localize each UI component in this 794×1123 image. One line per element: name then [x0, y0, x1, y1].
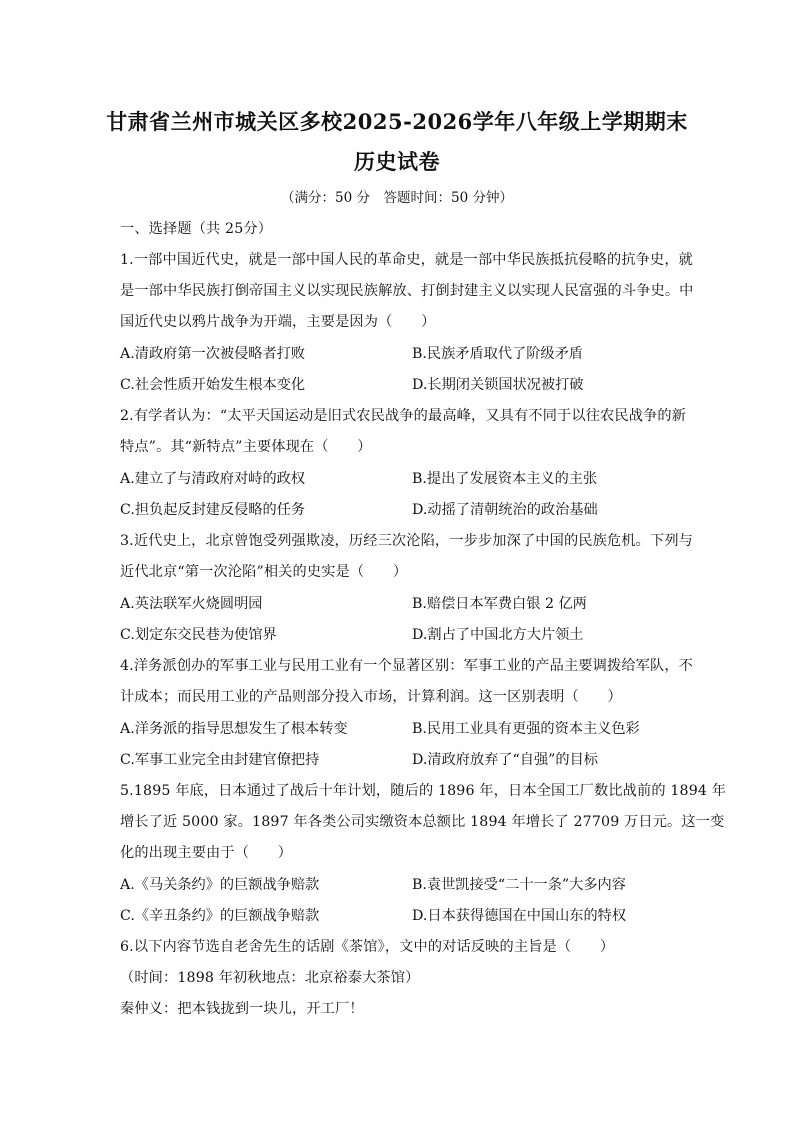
question-4-option-c: C.军事工业完全由封建官僚把持 — [120, 752, 320, 768]
question-3-line-1: 3.近代史上，北京曾饱受列强欺凌，历经三次沦陷，一步步加深了中国的民族危机。下列与 — [120, 533, 694, 549]
exam-subtitle: （满分：50 分 答题时间：50 分钟） — [281, 190, 513, 206]
question-4-line-1: 4.洋务派创办的军事工业与民用工业有一个显著区别：军事工业的产品主要调拨给军队，不 — [120, 658, 694, 674]
question-1-line-1: 1.一部中国近代史，就是一部中国人民的革命史，就是一部中华民族抵抗侵略的抗争史，就 — [120, 252, 694, 268]
question-5-option-d: D.日本获得德国在中国山东的特权 — [412, 908, 627, 924]
question-2-option-c: C.担负起反封建反侵略的任务 — [120, 502, 306, 518]
question-6-line-1: 6.以下内容节选自老舍先生的话剧《茶馆》，文中的对话反映的主旨是（ ） — [120, 939, 615, 955]
question-1-option-c: C.社会性质开始发生根本变化 — [120, 377, 306, 393]
question-3-line-2: 近代北京“第一次沦陷”相关的史实是（ ） — [120, 564, 408, 580]
question-2-line-1: 2.有学者认为：“太平天国运动是旧式农民战争的最高峰，又具有不同于以往农民战争的新 — [120, 408, 687, 424]
question-3-option-a: A.英法联军火烧圆明园 — [120, 596, 263, 612]
question-1-line-3: 国近代史以鸦片战争为开端，主要是因为（ ） — [120, 314, 436, 330]
question-4-option-d: D.清政府放弃了“自强”的目标 — [412, 752, 598, 768]
exam-title-line-2: 历史试卷 — [354, 149, 440, 174]
question-1-option-a: A.清政府第一次被侵略者打败 — [120, 346, 306, 362]
question-5-option-c: C.《辛丑条约》的巨额战争赔款 — [120, 908, 320, 924]
question-2-option-b: B.提出了发展资本主义的主张 — [412, 471, 598, 487]
question-2-option-a: A.建立了与清政府对峙的政权 — [120, 471, 306, 487]
question-2-option-d: D.动摇了清朝统治的政治基础 — [412, 502, 598, 518]
question-5-line-1: 5.1895 年底，日本通过了战后十年计划，随后的 1896 年，日本全国工厂数比战前的 1894 年 — [120, 783, 727, 799]
question-5-line-2: 增长了近 5000 家。1897 年各类公司实缴资本总额比 1894 年增长了 27709 万日元。这一变 — [120, 814, 725, 830]
exam-title-line-1: 甘肃省兰州市城关区多校2025-2026学年八年级上学期期末 — [106, 109, 688, 134]
question-1-line-2: 是一部中华民族打倒帝国主义以实现民族解放、打倒封建主义以实现人民富强的斗争史。中 — [120, 283, 694, 299]
question-6-line-3: 秦仲义：把本钱拢到一块儿，开工厂！ — [120, 1001, 364, 1017]
question-6-line-2: （时间：1898 年初秋地点：北京裕泰大茶馆） — [120, 970, 420, 986]
question-1-option-b: B.民族矛盾取代了阶级矛盾 — [412, 346, 583, 362]
question-4-option-b: B.民用工业具有更强的资本主义色彩 — [412, 721, 640, 737]
question-5-line-3: 化的出现主要由于（ ） — [120, 845, 293, 861]
question-5-option-b: B.袁世凯接受“二十一条”大多内容 — [412, 877, 626, 893]
question-1-option-d: D.长期闭关锁国状况被打破 — [412, 377, 584, 393]
question-4-option-a: A.洋务派的指导思想发生了根本转变 — [120, 721, 348, 737]
question-5-option-a: A.《马关条约》的巨额战争赔款 — [120, 877, 320, 893]
section-heading: 一、选择题（共 25分） — [120, 221, 273, 237]
question-4-line-2: 计成本；而民用工业的产品则部分投入市场，计算利润。这一区别表明（ ） — [120, 689, 622, 705]
question-3-option-d: D.割占了中国北方大片领土 — [412, 627, 584, 643]
question-3-option-b: B.赔偿日本军费白银 2 亿两 — [412, 596, 587, 612]
question-2-line-2: 特点”。其“新特点”主要体现在（ ） — [120, 439, 372, 455]
question-3-option-c: C.划定东交民巷为使馆界 — [120, 627, 277, 643]
